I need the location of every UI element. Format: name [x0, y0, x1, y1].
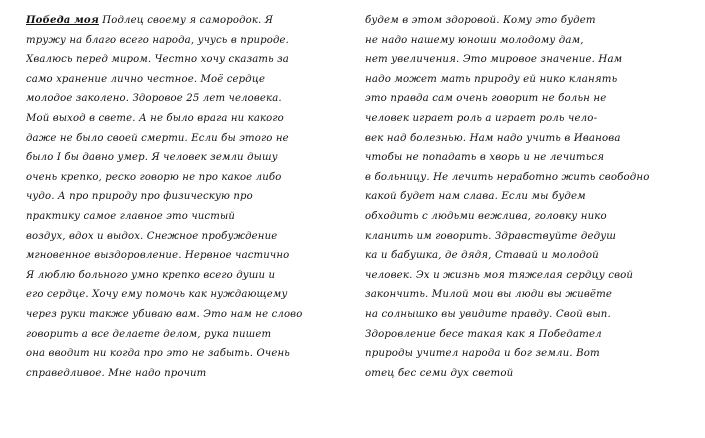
left-line-4: само хранение лично честное. Моё сердце: [26, 73, 266, 85]
left-text-column: [26, 11, 361, 383]
right-line-10: какой будет нам слава. Если мы будем: [365, 191, 586, 203]
left-line-18: она вводит ни когда про это не забыть. Очень: [26, 348, 290, 360]
left-line-10: чудо. А про природу про физическую про: [26, 191, 253, 203]
right-line-5: это правда сам очень говорит не больн не: [365, 93, 607, 105]
right-line-14: человек. Эх и жизнь моя тяжелая сердцу свой: [365, 269, 634, 281]
right-line-7: век над болезнью. Нам надо учить в Иванова: [365, 132, 621, 144]
letter-title: Победа моя: [26, 15, 99, 26]
right-line-13: ка и бабушка, де дядя, Ставай и молодой: [365, 250, 599, 262]
right-line-4: надо может мать природу ей нико кланять: [365, 73, 618, 85]
left-line-7: даже не было своей смерти. Если бы этого не: [26, 132, 289, 144]
right-line-12: кланить им говорить. Здравствуйте дедуш: [365, 230, 617, 242]
left-line-6: Мой выход в свете. А не было врага ни какого: [26, 112, 284, 124]
left-line-3: Хвалюсь перед миром. Честно хочу сказать за: [26, 54, 289, 66]
left-line-19: справедливое. Мне надо прочит: [26, 367, 207, 379]
right-line-2: не надо нашему юноши молодому дам,: [365, 34, 584, 46]
left-line-1-rest: Подлец своему я самородок. Я: [98, 15, 274, 26]
right-line-16: на солнышко вы увидите правду. Свой вып.: [365, 308, 611, 320]
right-line-18: природы учител народа и бог земли. Вот: [365, 348, 600, 360]
left-line-5: молодое заколено. Здоровое 25 лет человека.: [26, 93, 282, 105]
right-line-8: чтобы не попадать в хворь и не лечиться: [365, 152, 605, 164]
left-line-11: практику самое главное это чистый: [26, 210, 235, 222]
right-line-19: отец бес семи дух светой: [365, 367, 514, 379]
right-text-column: [365, 11, 691, 383]
left-line-13: мгновенное выздоровление. Нервное частично: [26, 250, 290, 262]
left-line-8: было I бы давно умер. Я человек земли дышу: [26, 152, 278, 164]
right-line-1: будем в этом здоровой. Кому это будет: [365, 15, 596, 26]
right-line-3: нет увеличения. Это мировое значение. Нам: [365, 54, 623, 66]
left-line-12: воздух, вдох и выдох. Снежное пробуждение: [26, 230, 278, 242]
left-line-2: тружу на благо всего народа, учусь в природе.: [26, 34, 289, 46]
left-line-16: через руки также убиваю вам. Это нам не слово: [26, 308, 303, 320]
left-line-1: [26, 11, 361, 31]
right-line-15: закончить. Милой мои вы люди вы живёте: [365, 289, 613, 301]
right-line-11: обходить с людьми вежлива, головку нико: [365, 210, 607, 222]
right-line-6: человек играет роль а играет роль чело-: [365, 112, 598, 124]
left-line-17: говорить а все делаете делом, рука пишет: [26, 328, 272, 340]
left-line-14: Я люблю больного умно крепко всего души и: [26, 269, 276, 281]
right-line-9: в больницу. Не лечить неработно жить свободно: [365, 171, 650, 183]
left-line-9: очень крепко, реско говорю не про какое либо: [26, 171, 282, 183]
left-line-15: его сердце. Хочу ему помочь как нуждающему: [26, 289, 288, 301]
right-line-17: Здоровление бесе такая как я Победател: [365, 328, 602, 340]
